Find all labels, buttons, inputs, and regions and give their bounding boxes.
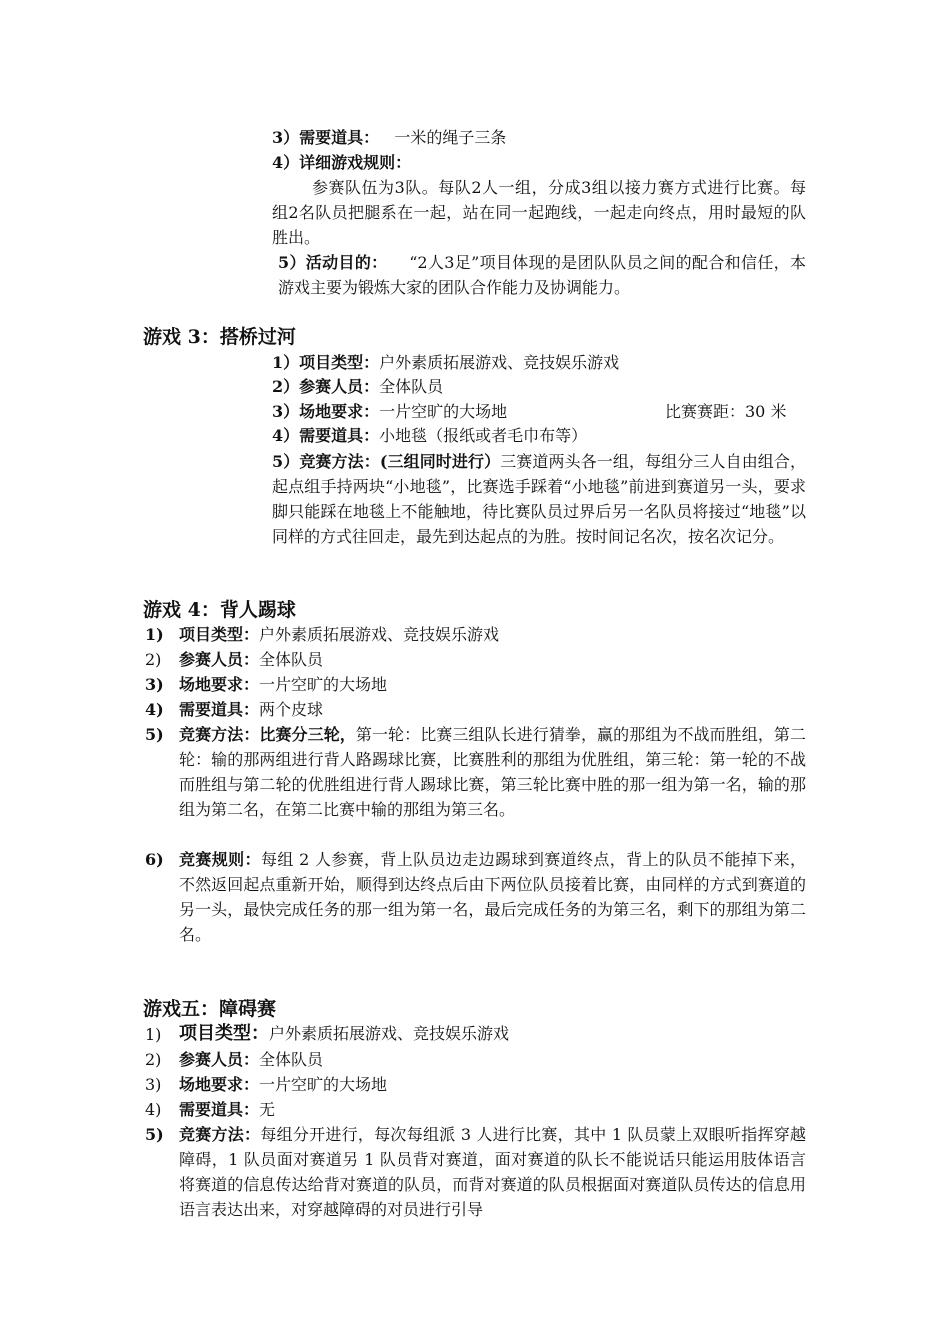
game4-item-4-value: 两个皮球	[259, 700, 324, 719]
game3-item-1-value: 户外素质拓展游戏、竞技娱乐游戏	[379, 353, 620, 372]
game5-num-5: 5)	[145, 1125, 164, 1144]
game3-distance: 比赛赛距：30 米	[665, 402, 787, 421]
props-line	[272, 126, 506, 150]
game5-item-4	[179, 1098, 275, 1122]
game5-num-2: 2)	[145, 1050, 162, 1069]
game4-num-1: 1)	[145, 625, 164, 644]
game5-item-5-value: 每组分开进行，每次每组派 3 人进行比赛，其中 1 队员蒙上双眼听指挥穿越障碍，1 队员面对赛道另 1 队员背对赛道，面对赛道的队长不能说话只能运用肢体语言将赛道的信息传达给背对赛道的队员，而背对赛道的队员根据面对赛道队员传达的信息用语言表达出来，对穿越障碍的对员进行引导	[179, 1125, 806, 1219]
game5-item-2-value: 全体队员	[259, 1050, 324, 1069]
game5-item-2-label: 参赛人员：	[179, 1050, 260, 1069]
game3-item-2	[272, 375, 443, 399]
purpose-value: “2人3足”项目体现的是团队队员之间的配合和信任，本游戏主要为锻炼大家的团队合作能力及协调能力。	[278, 253, 807, 297]
game4-item-6-label: 竞赛规则：	[179, 850, 261, 869]
game3-item-3-label: 3）场地要求：	[272, 402, 380, 421]
game5-item-1	[179, 1022, 509, 1046]
game5-item-3-value: 一片空旷的大场地	[259, 1075, 388, 1094]
game5-item-1-label: 项目类型：	[179, 1023, 269, 1044]
game5-item-5-label: 竞赛方法：	[179, 1125, 261, 1144]
game3-item-2-label: 2）参赛人员：	[272, 377, 380, 396]
game5-item-4-value: 无	[259, 1100, 276, 1119]
game5-num-4: 4)	[145, 1100, 162, 1119]
game5-item-2	[179, 1048, 323, 1072]
game3-title: 游戏 3：搭桥过河	[143, 326, 296, 348]
game5-item-5	[179, 1122, 806, 1222]
game3-item-1	[272, 351, 619, 375]
game4-num-4: 4)	[145, 700, 164, 719]
rules-text: 参赛队伍为3队。每队2人一组，分成3组以接力赛方式进行比赛。每组2名队员把腿系在一起，站在同一起跑线，一起走向终点，用时最短的队胜出。	[272, 178, 806, 247]
game4-num-6: 6)	[145, 850, 164, 869]
game4-item-5	[179, 722, 806, 822]
game3-item-4-label: 4）需要道具：	[272, 426, 380, 445]
game4-num-2: 2)	[145, 650, 162, 669]
game4-item-3-value: 一片空旷的大场地	[259, 675, 388, 694]
game4-item-5-value: 第一轮：比赛三组队长进行猜拳，赢的那组为不战而胜组，第二轮：输的那两组进行背人路踢球比赛，比赛胜利的那组为优胜组，第三轮：第一轮的不战而胜组与第二轮的优胜组进行背人踢球比赛，第三轮比赛中胜的那一组为第一名，输的那组为第二名，在第二比赛中输的那组为第三名。	[179, 725, 806, 819]
game3-item-3	[272, 400, 507, 424]
game4-item-3	[179, 673, 387, 697]
game4-num-3: 3)	[145, 675, 164, 694]
game4-item-3-label: 场地要求：	[179, 675, 260, 694]
game5-num-1: 1)	[145, 1025, 162, 1044]
game3-item-1-label: 1）项目类型：	[272, 353, 380, 372]
game4-item-1	[179, 623, 499, 647]
game4-num-5: 5)	[145, 725, 164, 744]
game4-item-2-value: 全体队员	[259, 650, 324, 669]
purpose-label: 5）活动目的：	[278, 253, 388, 272]
game4-item-6	[179, 847, 806, 947]
game3-item-2-value: 全体队员	[379, 377, 444, 396]
game5-title: 游戏五：障碍赛	[143, 998, 277, 1020]
game4-item-2-label: 参赛人员：	[179, 650, 260, 669]
game3-item-5-label: 5）竞赛方法：(三组同时进行）	[272, 452, 501, 471]
game4-item-1-label: 项目类型：	[179, 625, 260, 644]
game4-item-5-label: 竞赛方法：比赛分三轮，	[179, 725, 356, 744]
game4-item-4-label: 需要道具：	[179, 700, 260, 719]
game3-item-4-value: 小地毯（报纸或者毛巾布等）	[379, 426, 588, 445]
game5-item-4-label: 需要道具：	[179, 1100, 260, 1119]
game3-item-3-value: 一片空旷的大场地	[379, 402, 508, 421]
purpose-paragraph	[272, 250, 806, 300]
props-label: 3）需要道具：	[272, 128, 380, 147]
game4-item-6-value: 每组 2 人参赛，背上队员边走边踢球到赛道终点，背上的队员不能掉下来，不然返回起点重新开始，顺得到达终点后由下两位队员接着比赛，由同样的方式到赛道的另一头，最快完成任务的那一组为第一名，最后完成任务的为第三名，剩下的那组为第二名。	[179, 850, 806, 944]
game3-item-5	[272, 449, 806, 549]
game4-title: 游戏 4：背人踢球	[143, 599, 296, 621]
game3-item-5-value: 三赛道两头各一组，每组分三人自由组合，起点组手持两块“小地毯”，比赛选手踩着“小地毯”前进到赛道另一头，要求脚只能踩在地毯上不能触地，待比赛队员过界后另一名队员将接过“地毯”以同样的方式往回走，最先到达起点的为胜。按时间记名次，按名次记分。	[272, 452, 806, 546]
game4-item-1-value: 户外素质拓展游戏、竞技娱乐游戏	[259, 625, 500, 644]
game5-num-3: 3)	[145, 1075, 162, 1094]
game3-item-4	[272, 424, 587, 448]
game5-item-1-value: 户外素质拓展游戏、竞技娱乐游戏	[269, 1024, 510, 1043]
game4-item-2	[179, 648, 323, 672]
game4-item-4	[179, 698, 323, 722]
props-value: 一米的绳子三条	[394, 128, 507, 147]
game5-item-3-label: 场地要求：	[179, 1075, 260, 1094]
rules-heading: 4）详细游戏规则：	[272, 153, 412, 172]
game5-item-3	[179, 1073, 387, 1097]
